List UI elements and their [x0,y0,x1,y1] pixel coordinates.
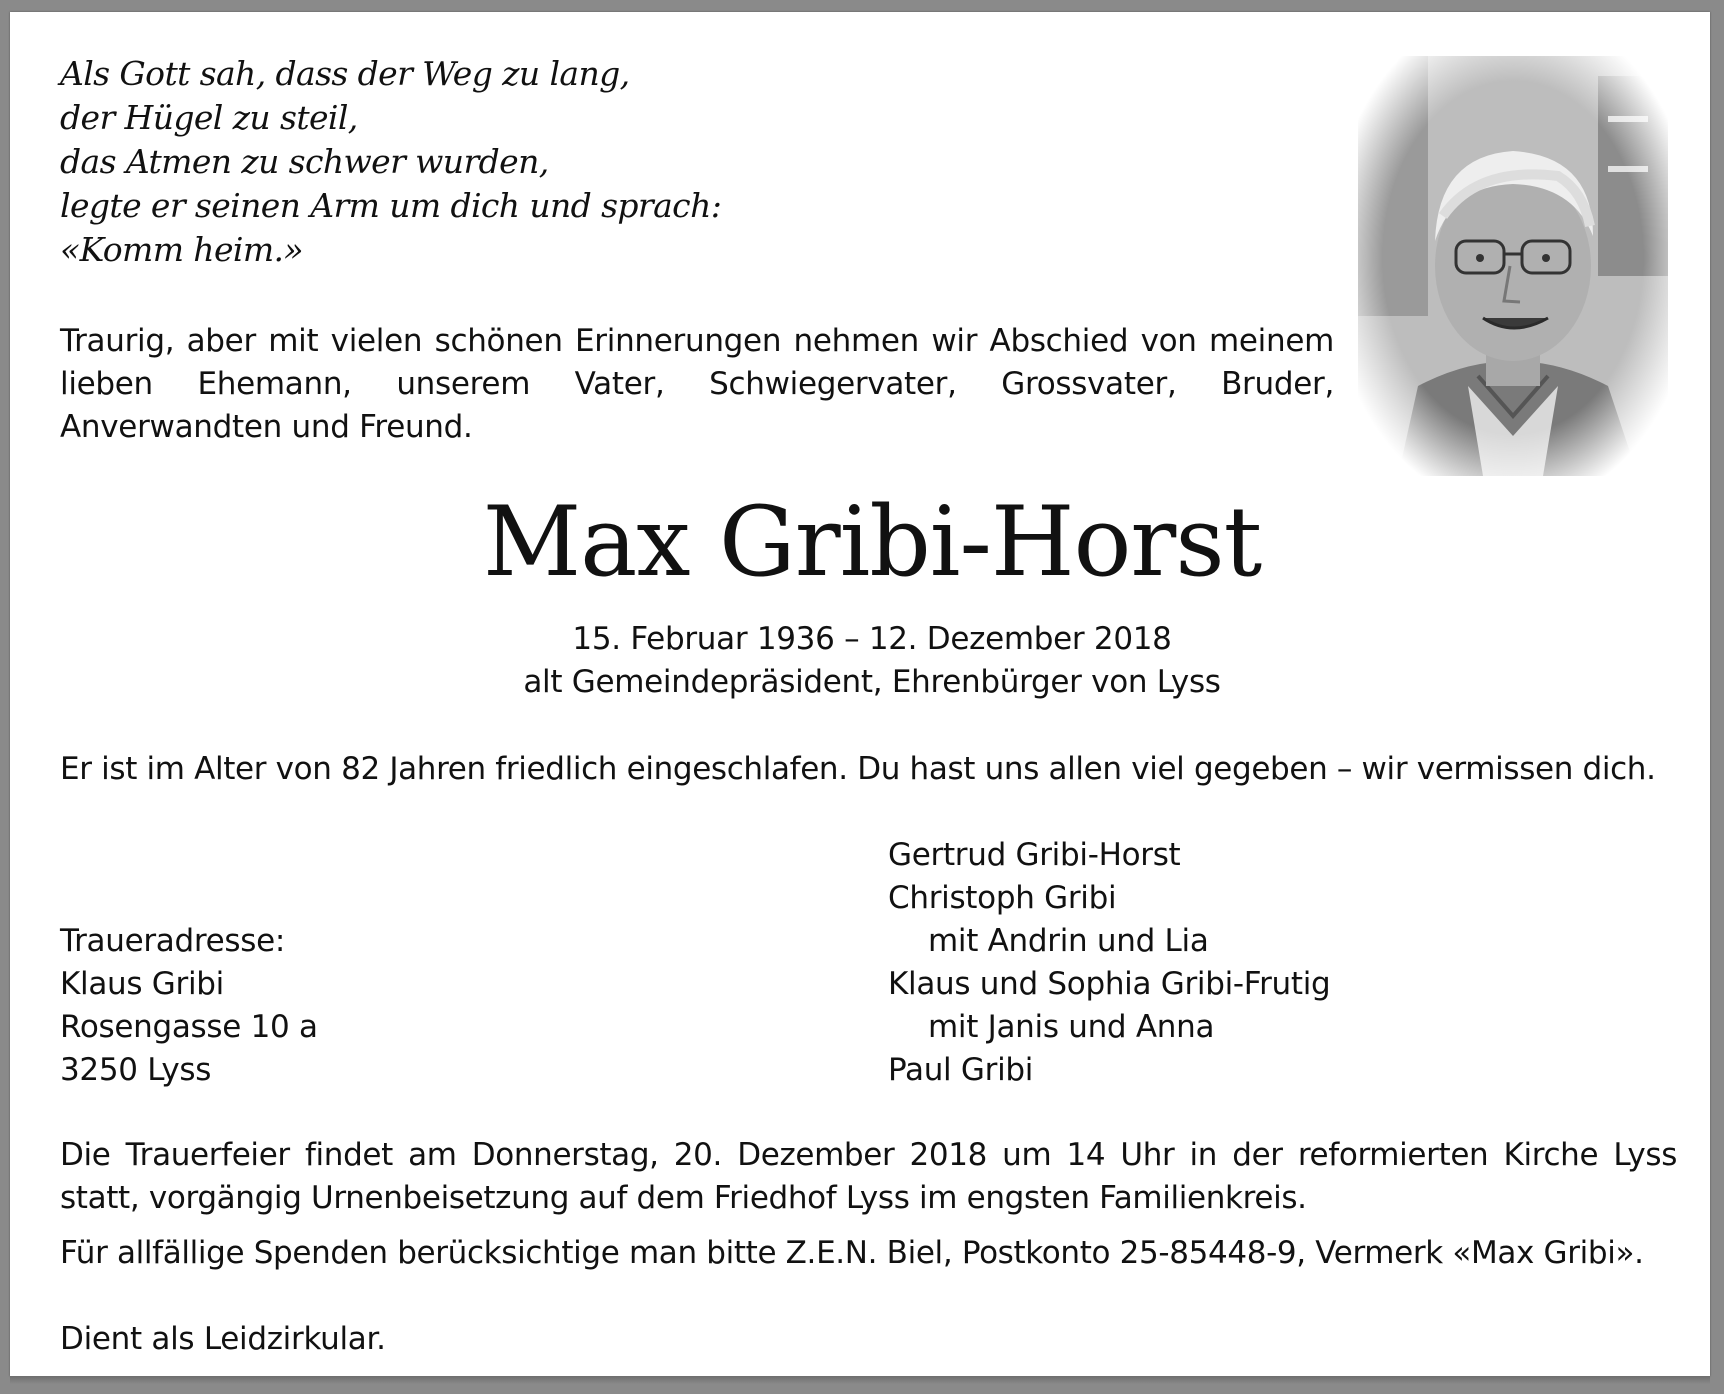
ceremony-info: Die Trauerfeier findet am Donnerstag, 20. Dezember 2018 um 14 Uhr in der reformierten Kirche Lyss statt, vorgängig Urnenbeisetzung auf dem Friedhof Lyss im engsten Familienkreis. [60,1137,1677,1216]
intro-text: Traurig, aber mit vielen schönen Erinnerungen nehmen wir Abschied von meinem lieben Ehemann, unserem Vater, Schwiegervater, Grossvater, Bruder, Anverwandten und Freund. [60,323,1334,445]
poem-line: das Atmen zu schwer wurden, [60,142,549,181]
family-member: Paul Gribi [888,1052,1034,1088]
poem-line: der Hügel zu steil, [60,98,358,137]
donations-info: Für allfällige Spenden berücksichtige man bitte Z.E.N. Biel, Postkonto 25-85448-9, Vermerk «Max Gribi». [60,1235,1644,1271]
family-list [888,834,1330,1092]
closing-note: Dient als Leidzirkular. [60,1321,386,1357]
address-city: 3250 Lyss [60,1052,212,1088]
poem-line: Als Gott sah, dass der Weg zu lang, [60,54,630,93]
portrait-photo [1358,56,1668,476]
family-member: Christoph Gribi [888,880,1117,916]
poem [60,52,960,272]
page-shadow [10,1376,1710,1384]
address-name: Klaus Gribi [60,966,224,1002]
poem-line: «Komm heim.» [60,230,304,269]
statement: Er ist im Alter von 82 Jahren friedlich eingeschlafen. Du hast uns allen viel gegeben – wir vermissen dich. [60,751,1656,787]
mourning-address [60,920,318,1092]
birth-death-dates: 15. Februar 1936 – 12. Dezember 2018 [572,621,1172,657]
life-dates [10,618,1724,704]
family-member-children: mit Janis und Anna [928,1009,1215,1045]
portrait-image [1358,56,1668,476]
deceased-role: alt Gemeindepräsident, Ehrenbürger von Lyss [523,664,1221,700]
address-label: Traueradresse: [60,923,286,959]
family-member: Klaus und Sophia Gribi-Frutig [888,966,1331,1002]
deceased-name: Max Gribi-Horst [482,486,1262,598]
family-member-children: mit Andrin und Lia [928,923,1209,959]
family-member: Gertrud Gribi-Horst [888,837,1181,873]
obituary-page [10,12,1710,1376]
poem-line: legte er seinen Arm um dich und sprach: [60,186,722,225]
address-street: Rosengasse 10 a [60,1009,318,1045]
